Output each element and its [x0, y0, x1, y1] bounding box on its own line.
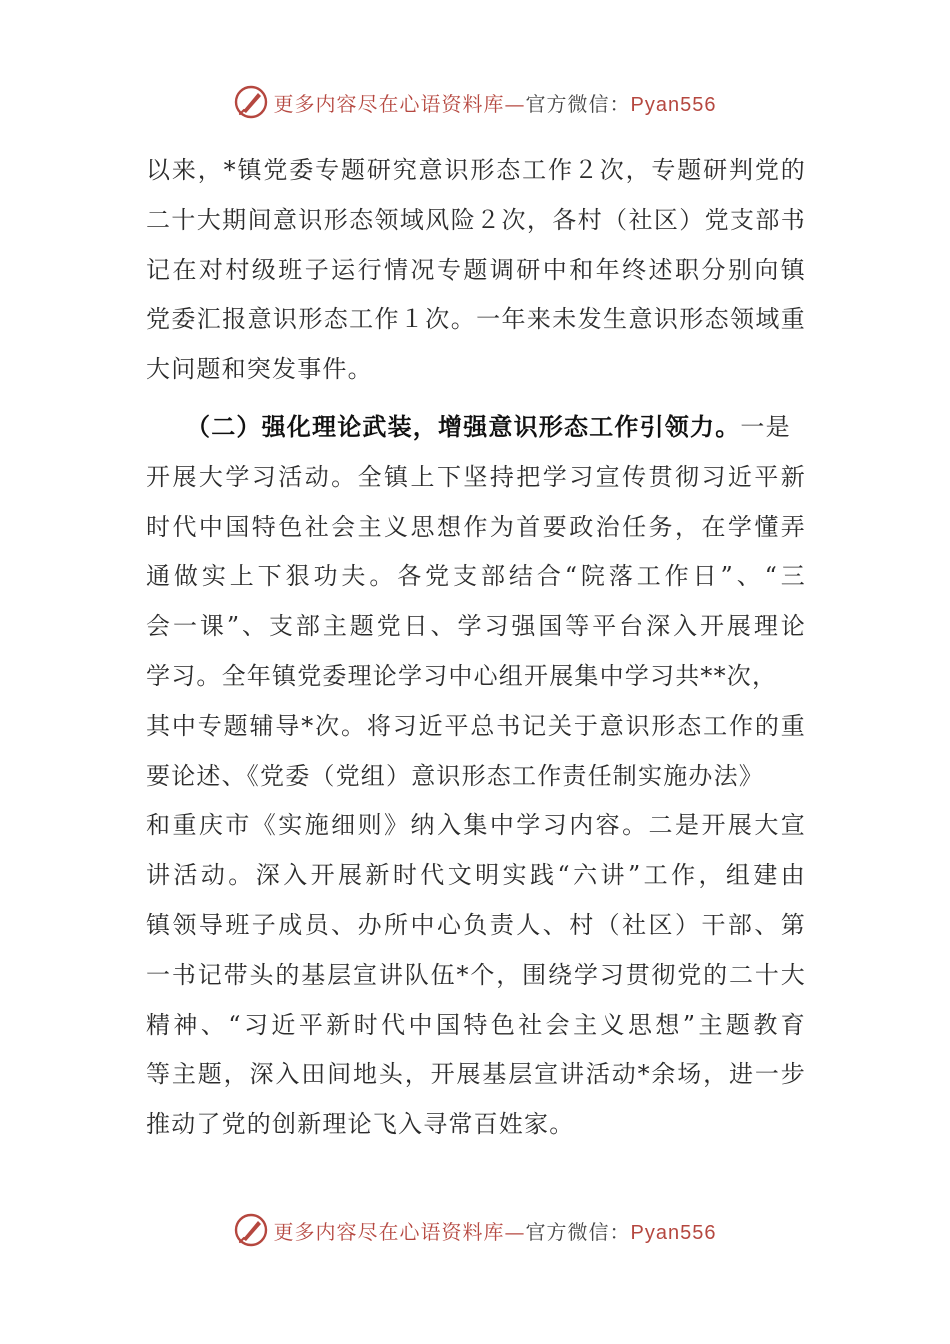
- text-line: 一书记带头的基层宣讲队伍*个，围绕学习贯彻党的二十大: [146, 960, 806, 989]
- footer-banner-text: [274, 1216, 717, 1245]
- banner-dash: —: [504, 91, 526, 116]
- text-line: 等主题，深入田间地头，开展基层宣讲活动*余场，进一步: [146, 1060, 806, 1089]
- footer-banner: [0, 1210, 950, 1250]
- text-line: 以来，*镇党委专题研究意识形态工作２次，专题研判党的: [146, 156, 806, 184]
- banner-wechat-id: Pyan556: [630, 1221, 717, 1244]
- text-line: 大问题和突发事件。: [146, 355, 373, 384]
- paragraph-1: [146, 146, 806, 395]
- header-banner: [0, 82, 950, 122]
- banner-official-label: 官方微信：: [525, 1219, 631, 1244]
- text-line: 通做实上下狠功夫。各党支部结合“院落工作日”、“三: [146, 562, 806, 591]
- text-line: 讲活动。深入开展新时代文明实践“六讲”工作，组建由: [146, 861, 806, 890]
- banner-official-label: 官方微信：: [525, 91, 631, 116]
- text-line: 镇领导班子成员、办所中心负责人、村（社区）干部、第: [146, 910, 806, 939]
- banner-main-text: 更多内容尽在心语资料库: [273, 91, 505, 116]
- text-line: 其中专题辅导*次。将习近平总书记关于意识形态工作的重: [146, 711, 806, 740]
- paragraph-2: [146, 403, 806, 1150]
- document-body: [146, 146, 806, 1150]
- text-line: 时代中国特色社会主义思想作为首要政治任务，在学懂弄: [146, 512, 806, 541]
- banner-dash: —: [504, 1219, 526, 1244]
- header-banner-text: [274, 88, 717, 117]
- text-line: 会一课”、支部主题党日、学习强国等平台深入开展理论: [146, 612, 806, 641]
- text-line: 精神、“习近平新时代中国特色社会主义思想”主题教育: [146, 1010, 806, 1039]
- text-line: 党委汇报意识形态工作１次。一年来未发生意识形态领域重: [146, 305, 806, 334]
- section-heading-line: [146, 403, 806, 453]
- quill-logo-icon: [234, 85, 268, 119]
- text-line: 要论述、《党委（党组）意识形态工作责任制实施办法》: [146, 761, 764, 790]
- text-line: 开展大学习活动。全镇上下坚持把学习宣传贯彻习近平新: [146, 462, 806, 491]
- section-heading: （二）强化理论武装，增强意识形态工作引领力。: [186, 412, 741, 441]
- text-line: 和重庆市《实施细则》纳入集中学习内容。二是开展大宣: [146, 811, 806, 840]
- text-line: 记在对村级班子运行情况专题调研中和年终述职分别向镇: [146, 255, 806, 284]
- banner-main-text: 更多内容尽在心语资料库: [273, 1219, 505, 1244]
- text-line: 推动了党的创新理论飞入寻常百姓家。: [146, 1110, 575, 1139]
- heading-line-rest: 一是: [740, 412, 791, 441]
- quill-logo-icon: [234, 1213, 268, 1247]
- text-line: 学习。全年镇党委理论学习中心组开展集中学习共**次，: [146, 661, 778, 690]
- banner-wechat-id: Pyan556: [630, 93, 717, 116]
- text-line: 二十大期间意识形态领域风险２次，各村（社区）党支部书: [146, 205, 806, 234]
